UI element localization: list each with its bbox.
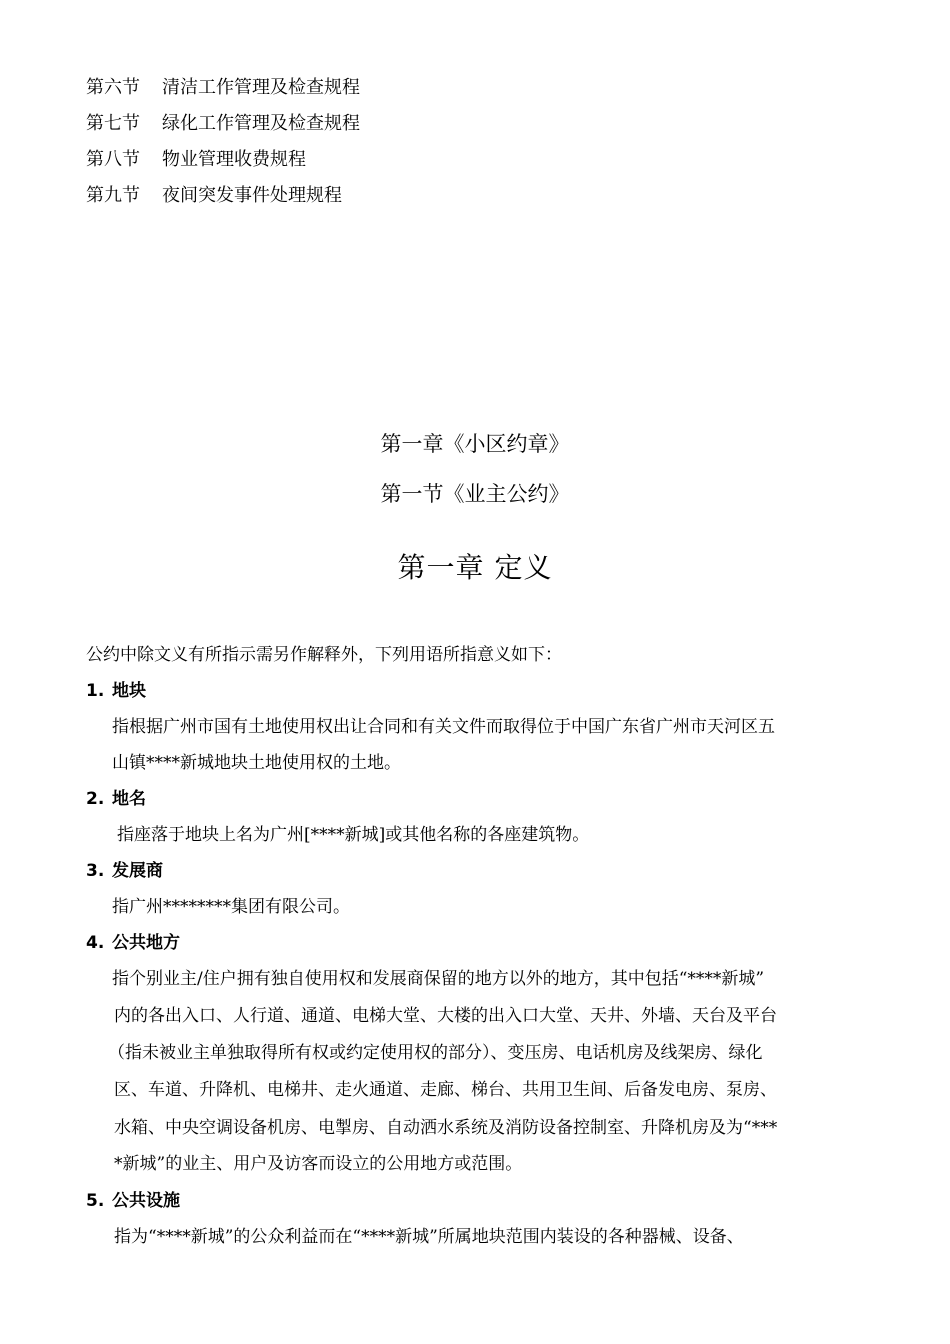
term-heading — [86, 788, 146, 810]
chapter-heading: 第一章《小区约章》 — [380, 432, 570, 456]
toc-item-title: 绿化工作管理及检查规程 — [162, 113, 360, 134]
term-text-line: *新城”的业主、用户及访客而设立的公用地方或范围。 — [114, 1154, 523, 1174]
definition-chapter-heading: 第一章 定义 — [397, 551, 553, 584]
term-title: 公共设施 — [112, 1191, 180, 1211]
term-text-line: 指座落于地块上名为广州[****新城]或其他名称的各座建筑物。 — [117, 825, 590, 845]
term-number: 4. — [86, 933, 105, 953]
term-text-line: 指个别业主/住户拥有独自使用权和发展商保留的地方以外的地方，其中包括“****新城” — [112, 969, 765, 989]
toc-item-title: 夜间突发事件处理规程 — [162, 185, 342, 206]
term-text-line: 水箱、中央空调设备机房、电掣房、自动洒水系统及消防设备控制室、升降机房及为“*** — [114, 1118, 778, 1138]
term-text-line: （指未被业主单独取得所有权或约定使用权的部分）、变压房、电话机房及线架房、绿化 — [108, 1043, 763, 1063]
term-number: 3. — [86, 861, 105, 881]
term-text-line: 指为“****新城”的公众利益而在“****新城”所属地块范围内装设的各种器械、设备、 — [114, 1227, 744, 1247]
term-text-line: 山镇****新城地块土地使用权的土地。 — [112, 753, 401, 773]
term-title: 地块 — [112, 681, 146, 701]
toc-item-number: 第六节 — [86, 77, 140, 98]
toc-item — [86, 113, 360, 135]
toc-item-number: 第七节 — [86, 113, 140, 134]
intro-paragraph: 公约中除文义有所指示需另作解释外，下列用语所指意义如下： — [86, 645, 562, 665]
term-heading — [86, 932, 180, 954]
term-number: 2. — [86, 789, 105, 809]
toc-item-number: 第八节 — [86, 149, 140, 170]
term-title: 发展商 — [112, 861, 163, 881]
term-heading — [86, 860, 163, 882]
term-text-line: 指根据广州市国有土地使用权出让合同和有关文件而取得位于中国广东省广州市天河区五 — [112, 717, 775, 737]
term-heading — [86, 1190, 180, 1212]
term-title: 公共地方 — [112, 933, 180, 953]
term-text-line: 指广州********集团有限公司。 — [112, 897, 350, 917]
term-heading — [86, 680, 146, 702]
toc-item — [86, 149, 306, 171]
toc-item — [86, 77, 360, 99]
term-title: 地名 — [112, 789, 146, 809]
term-text-line: 区、车道、升降机、电梯井、走火通道、走廊、梯台、共用卫生间、后备发电房、泵房、 — [114, 1080, 777, 1100]
term-number: 5. — [86, 1191, 105, 1211]
section-heading: 第一节《业主公约》 — [380, 482, 570, 506]
toc-item — [86, 185, 342, 207]
term-text-line: 内的各出入口、人行道、通道、电梯大堂、大楼的出入口大堂、天井、外墙、天台及平台 — [114, 1006, 777, 1026]
toc-item-title: 物业管理收费规程 — [162, 149, 306, 170]
toc-item-number: 第九节 — [86, 185, 140, 206]
term-number: 1. — [86, 681, 105, 701]
toc-item-title: 清洁工作管理及检查规程 — [162, 77, 360, 98]
